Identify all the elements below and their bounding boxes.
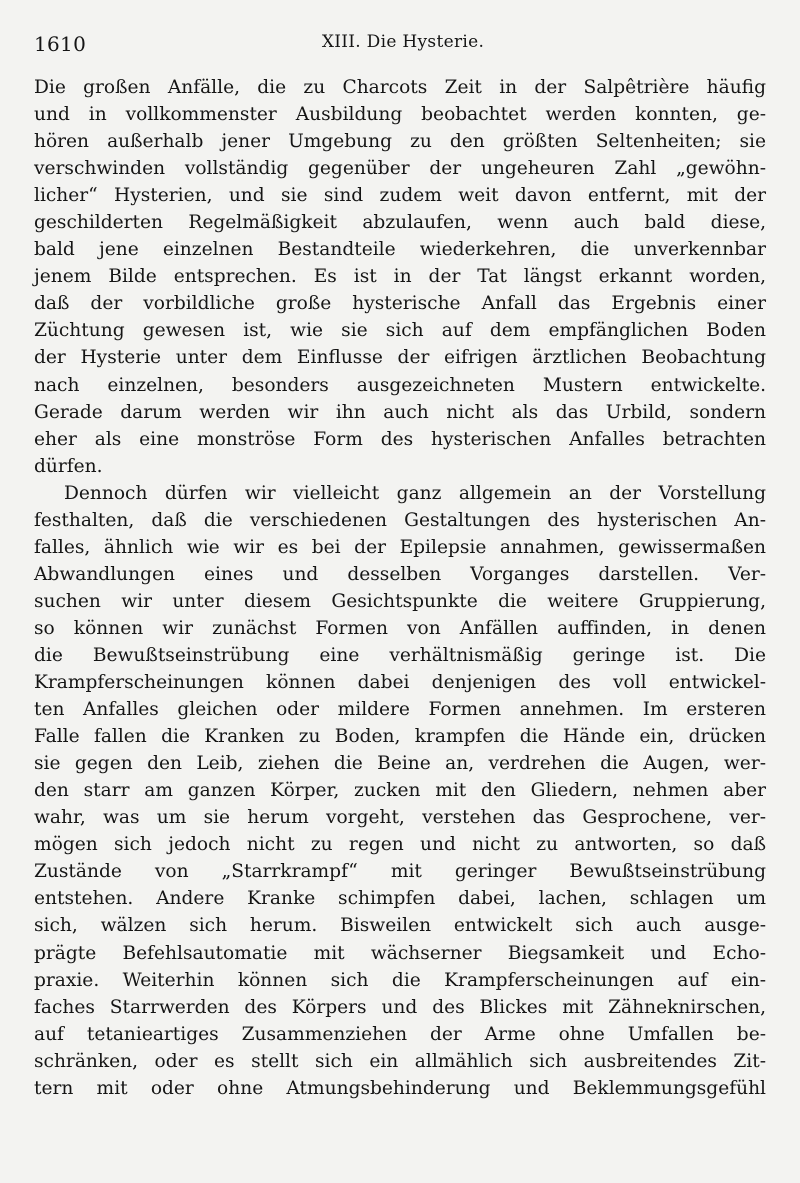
text-line: sich, wälzen sich herum. Bisweilen entwickelt sich auch ausge- [34,915,766,937]
text-line: entstehen. Andere Kranke schimpfen dabei, lachen, schlagen um [34,888,766,910]
text-line: tern mit oder ohne Atmungsbehinderung und Beklemmungsgefühl [34,1077,766,1099]
page-number: 1610 [34,32,87,56]
text-line: schränken, oder es stellt sich ein allmählich sich ausbreitendes Zit- [34,1050,766,1072]
text-line: Gerade darum werden wir ihn auch nicht als das Urbild, sondern [34,401,766,423]
text-line: ten Anfalles gleichen oder mildere Formen annehmen. Im ersteren [34,699,766,721]
text-line: jenem Bilde entsprechen. Es ist in der Tat längst erkannt worden, [34,266,766,288]
text-line: dürfen. [34,455,103,477]
text-line: prägte Befehlsautomatie mit wächserner Biegsamkeit und Echo- [34,942,766,964]
text-line: faches Starrwerden des Körpers und des Blickes mit Zähneknirschen, [34,996,766,1018]
page-header [34,32,772,56]
text-line: Falle fallen die Kranken zu Boden, krampfen die Hände ein, drücken [34,726,766,748]
text-line: und in vollkommenster Ausbildung beobachtet werden konnten, ge- [34,104,766,126]
text-line: Abwandlungen eines und desselben Vorganges darstellen. Ver- [34,563,766,585]
text-line: auf tetanieartiges Zusammenziehen der Arme ohne Umfallen be- [34,1023,766,1045]
text-line: Die großen Anfälle, die zu Charcots Zeit in der Salpêtrière häufig [34,77,766,98]
text-line: eher als eine monströse Form des hysterischen Anfalles betrachten [34,428,766,450]
text-line: wahr, was um sie herum vorgeht, verstehen das Gesprochene, ver- [34,807,766,829]
text-line: praxie. Weiterhin können sich die Krampferscheinungen auf ein- [34,969,766,991]
text-line: hören außerhalb jener Umgebung zu den größten Seltenheiten; sie [34,131,766,153]
text-line: licher“ Hysterien, und sie sind zudem weit davon entfernt, mit der [34,185,766,207]
text-line: den starr am ganzen Körper, zucken mit den Gliedern, nehmen aber [34,780,766,802]
text-line: geschilderten Regelmäßigkeit abzulaufen, wenn auch bald diese, [34,212,766,234]
text-line: falles, ähnlich wie wir es bei der Epilepsie annahmen, gewissermaßen [34,536,766,558]
text-line: Krampferscheinungen können dabei denjenigen des voll entwickel- [34,672,766,694]
text-line: nach einzelnen, besonders ausgezeichneten Mustern entwickelte. [34,374,766,396]
text-line: mögen sich jedoch nicht zu regen und nicht zu antworten, so daß [34,834,766,856]
text-line: festhalten, daß die verschiedenen Gestaltungen des hysterischen An- [34,509,766,531]
text-line: bald jene einzelnen Bestandteile wiederkehren, die unverkennbar [34,239,766,261]
text-line: der Hysterie unter dem Einflusse der eifrigen ärztlichen Beobachtung [34,347,766,369]
body-text [34,74,766,1102]
text-line: so können wir zunächst Formen von Anfällen auffinden, in denen [34,617,766,639]
text-line: daß der vorbildliche große hysterische Anfall das Ergebnis einer [34,293,766,315]
running-head: XIII. Die Hysterie. [321,32,485,52]
text-line: die Bewußtseinstrübung eine verhältnismäßig geringe ist. Die [34,644,766,666]
text-line: suchen wir unter diesem Gesichtspunkte die weitere Gruppierung, [34,590,766,612]
text-line: Dennoch dürfen wir vielleicht ganz allgemein an der Vorstellung [64,482,766,504]
text-line: sie gegen den Leib, ziehen die Beine an, verdrehen die Augen, wer- [34,753,766,775]
text-line: verschwinden vollständig gegenüber der ungeheuren Zahl „gewöhn- [34,158,766,180]
text-line: Züchtung gewesen ist, wie sie sich auf dem empfänglichen Boden [34,320,766,342]
text-line: Zustände von „Starrkrampf“ mit geringer Bewußtseinstrübung [34,861,766,883]
